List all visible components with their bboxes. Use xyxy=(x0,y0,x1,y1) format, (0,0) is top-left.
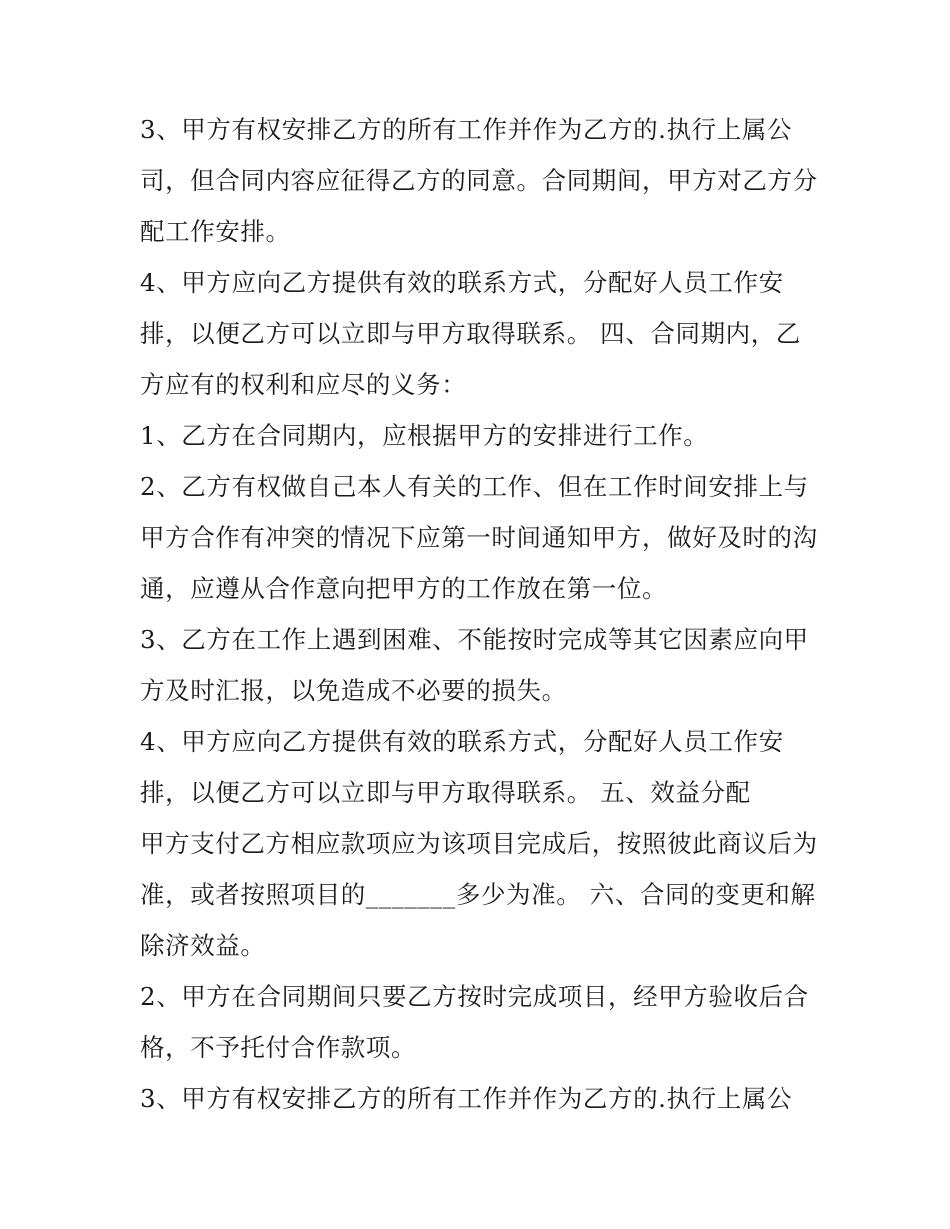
text-line-15: 甲方支付乙方相应款项应为该项目完成后，按照彼此商议后为 xyxy=(140,829,818,858)
text-line-3: 配工作安排。 xyxy=(140,217,291,246)
contract-text-block xyxy=(140,104,820,1124)
text-line-14: 排，以便乙方可以立即与甲方取得联系。 五、效益分配 xyxy=(140,778,751,807)
text-line-5: 排，以便乙方可以立即与甲方取得联系。 四、合同期内，乙 xyxy=(140,319,801,348)
text-line-6: 方应有的权利和应尽的义务： xyxy=(140,370,467,399)
text-line-20: 3、甲方有权安排乙方的所有工作并作为乙方的.执行上属公 xyxy=(140,1084,793,1113)
text-line-9: 甲方合作有冲突的情况下应第一时间通知甲方，做好及时的沟 xyxy=(140,523,818,552)
text-line-11: 3、乙方在工作上遇到困难、不能按时完成等其它因素应向甲 xyxy=(140,625,809,654)
text-line-17: 除济效益。 xyxy=(140,931,266,960)
text-line-8: 2、乙方有权做自己本人有关的工作、但在工作时间安排上与 xyxy=(140,472,809,501)
text-line-12: 方及时汇报，以免造成不必要的损失。 xyxy=(140,676,567,705)
text-line-19: 格，不予托付合作款项。 xyxy=(140,1033,417,1062)
text-line-10: 通，应遵从合作意向把甲方的工作放在第一位。 xyxy=(140,574,668,603)
text-line-18: 2、甲方在合同期间只要乙方按时完成项目，经甲方验收后合 xyxy=(140,982,809,1011)
text-line-2: 司，但合同内容应征得乙方的同意。合同期间，甲方对乙方分 xyxy=(140,166,818,195)
text-line-16: 准，或者按照项目的_______多少为准。 六、合同的变更和解 xyxy=(140,880,816,909)
text-line-7: 1、乙方在合同期内，应根据甲方的安排进行工作。 xyxy=(140,421,709,450)
text-line-1: 3、甲方有权安排乙方的所有工作并作为乙方的.执行上属公 xyxy=(140,115,793,144)
text-line-13: 4、甲方应向乙方提供有效的联系方式，分配好人员工作安 xyxy=(140,727,784,756)
text-line-4: 4、甲方应向乙方提供有效的联系方式，分配好人员工作安 xyxy=(140,268,784,297)
